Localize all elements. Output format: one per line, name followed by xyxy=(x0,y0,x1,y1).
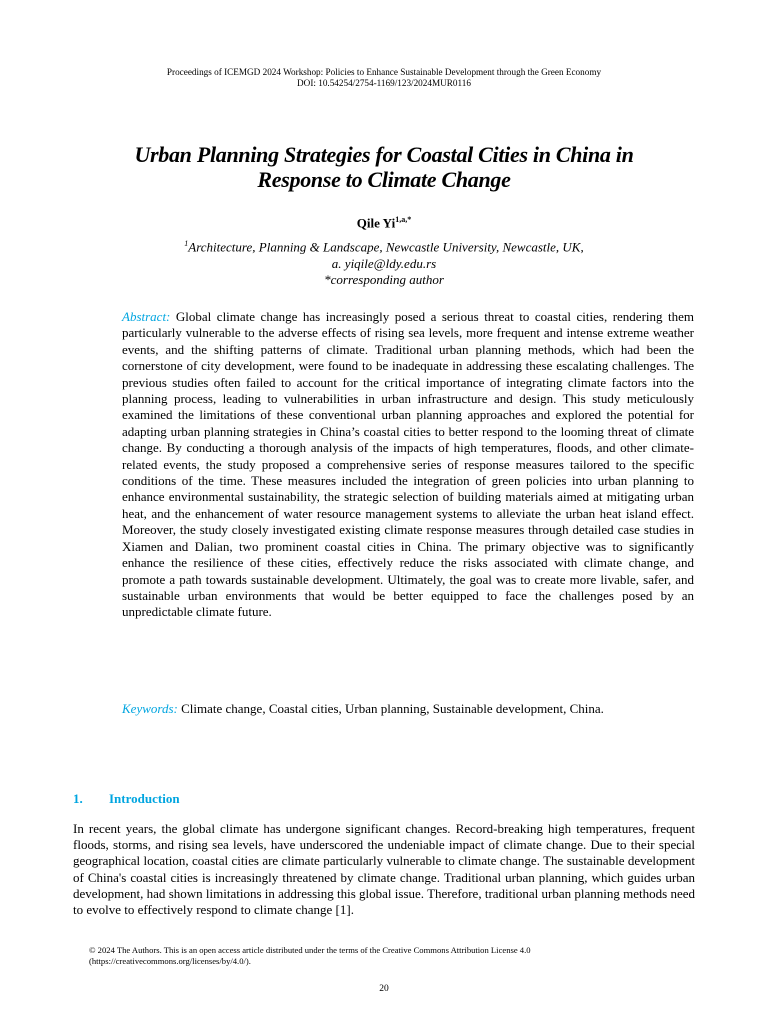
license-line-2: (https://creativecommons.org/licenses/by/4.0/). xyxy=(89,955,251,966)
affiliation-institution-line xyxy=(0,236,768,256)
license-footnote xyxy=(89,945,699,966)
title-line-1: Urban Planning Strategies for Coastal Cities in China in xyxy=(134,142,634,167)
section-title: Introduction xyxy=(109,791,180,806)
title-line-2: Response to Climate Change xyxy=(257,167,511,192)
author-superscript: 1,a,* xyxy=(395,215,412,224)
keywords xyxy=(122,701,722,717)
abstract xyxy=(122,309,694,621)
affiliation-block xyxy=(0,236,768,289)
license-line-1: © 2024 The Authors. This is an open access article distributed under the terms of the Creative Commons Attribution License 4.0 xyxy=(89,945,531,955)
introduction-paragraph: In recent years, the global climate has undergone significant changes. Record-breaking high temperatures, frequent floods, storms, and rising sea levels, have underscored the undeniable impact of climate change. Due to their special geographical location, coastal cities are climate particularly vulnerable to climate change. The sustainable development of China's coastal cities is increasingly threatened by climate change. Traditional urban planning, which guides urban development, had shown limitations in addressing this global issue. Therefore, traditional urban planning methods need to evolve to effectively respond to climate change [1]. xyxy=(73,821,695,918)
affiliation-email: a. yiqile@ldy.edu.rs xyxy=(331,255,437,271)
affiliation-superscript: 1 xyxy=(184,239,189,248)
running-header xyxy=(0,67,768,89)
author-line xyxy=(0,212,768,231)
section-heading-introduction xyxy=(73,791,180,807)
paper-title xyxy=(60,142,708,192)
keywords-label: Keywords: xyxy=(122,701,178,716)
corresponding-note: *corresponding author xyxy=(324,272,444,288)
affiliation-institution: Architecture, Planning & Landscape, Newcastle University, Newcastle, UK, xyxy=(188,239,584,255)
page-number: 20 xyxy=(379,984,389,994)
proceedings-line: Proceedings of ICEMGD 2024 Workshop: Policies to Enhance Sustainable Development through the Green Economy xyxy=(166,67,602,77)
author-name: Qile Yi xyxy=(356,215,396,231)
keywords-text: Climate change, Coastal cities, Urban planning, Sustainable development, China. xyxy=(181,701,604,716)
section-number: 1. xyxy=(73,791,83,806)
abstract-text: Global climate change has increasingly posed a serious threat to coastal cities, rendering them particularly vulnerable to the adverse effects of rising sea levels, more frequent and intense extreme weather events, and the shifting patterns of climate. Traditional urban planning methods, which had been the cornerstone of city development, were found to be inadequate in addressing these escalating challenges. The previous studies often failed to account for the critical importance of integrating climate factors into the planning process, leading to vulnerabilities in urban infrastructure and design. This study meticulously examined the limitations of these conventional urban planning approaches and explored the potential for adapting urban planning strategies in China’s coastal cities to better respond to the looming threat of climate change. By conducting a thorough analysis of the impacts of high temperatures, floods, and other climate-related events, the study proposed a comprehensive series of response measures tailored to the specific conditions of the time. These measures included the integration of green policies into urban planning to enhance environmental sustainability, the strategic selection of building materials aimed at mitigating urban heat, and the enhancement of water resource management systems to alleviate the urban heat island effect. Moreover, the study closely investigated existing climate response measures through detailed case studies in Xiamen and Dalian, two prominent coastal cities in China. The primary objective was to significantly enhance the resilience of these cities, effectively reduce the risks associated with climate change, and promote a path towards sustainable development. Ultimately, the goal was to create more livable, safer, and sustainable urban environments that would be better equipped to face the challenges posed by an unpredictable climate future. xyxy=(122,309,695,620)
abstract-label: Abstract: xyxy=(122,309,171,324)
doi-line: DOI: 10.54254/2754-1169/123/2024MUR0116 xyxy=(297,78,471,88)
